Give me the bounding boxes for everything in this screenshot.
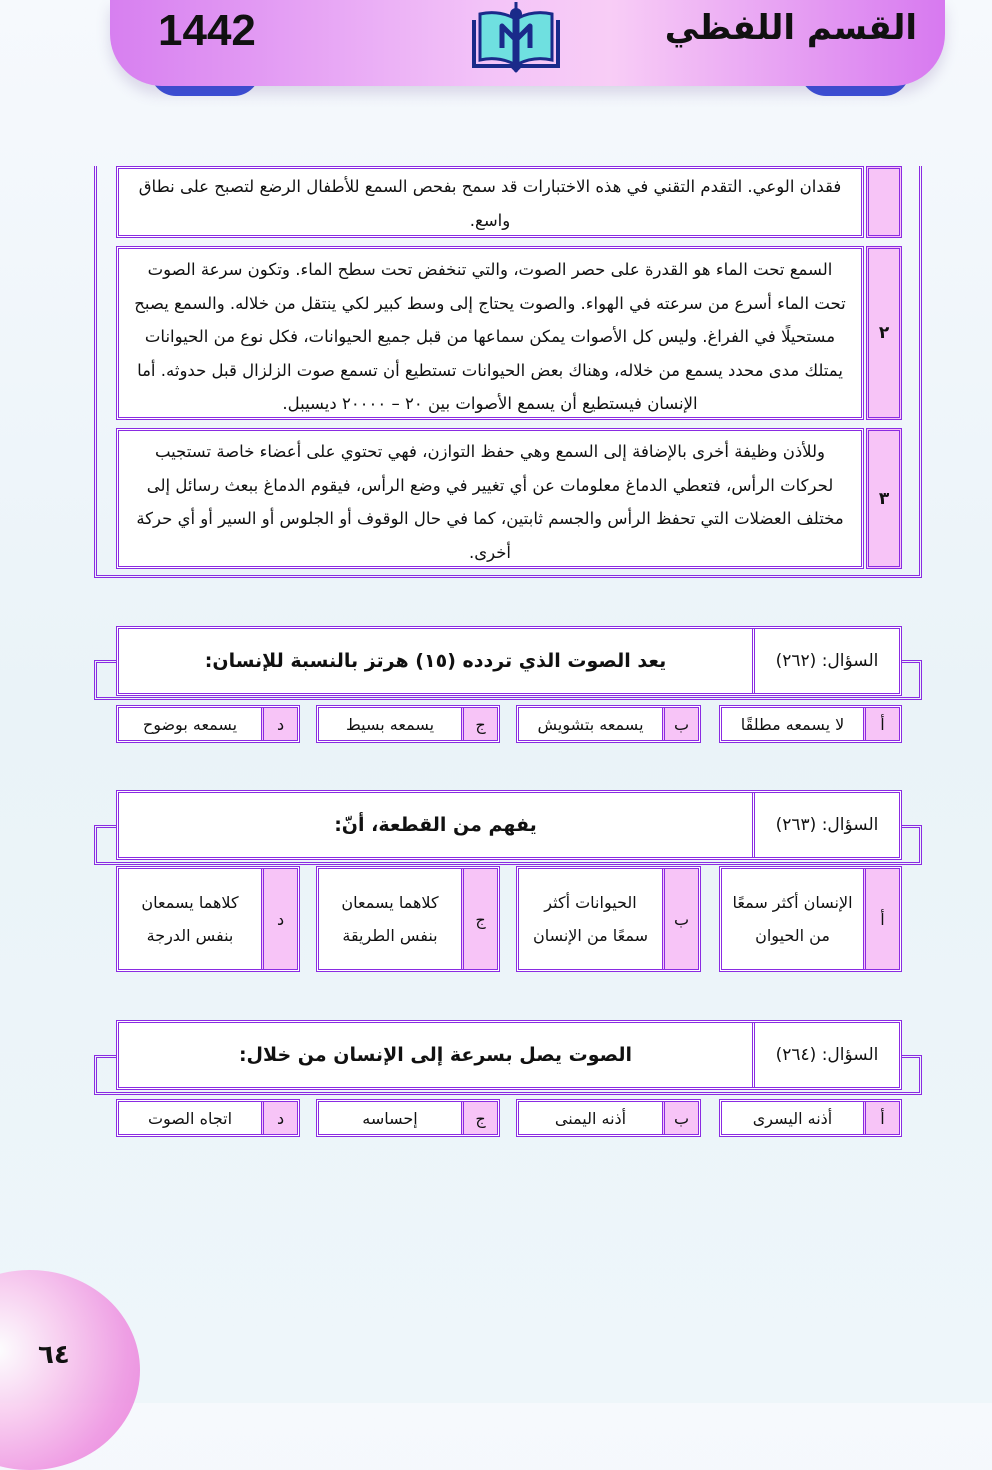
page-number: ٦٤ — [38, 1340, 70, 1370]
option-letter: ج — [461, 869, 497, 969]
year-label: 1442 — [158, 6, 256, 55]
passage-row — [116, 166, 902, 238]
passage-text: السمع تحت الماء هو القدرة على حصر الصوت، والتي تنخفض تحت سطح الماء. وتكون سرعة الصوت تحت الماء أسرع من سرعته في الهواء. والصوت يحتاج إلى وسط كبير لكي ينتقل من خلاله. والسمع يصبح مستحيلًا في الفراغ. وليس كل الأصوات يمكن سماعها من قبل جميع الحيوانات، فكل نوع من الحيوانات يمتلك مدى محدد يسمع من خلاله، وهناك بعض الحيوانات تستطيع أن تسمع صوت الزلزال قبل حدوثه. أما الإنسان فيستطيع أن يسمع الأصوات بين ٢٠ – ٢٠٠٠٠ ديسيبل. — [116, 246, 864, 420]
option-a[interactable] — [719, 705, 902, 743]
option-b[interactable] — [516, 1099, 701, 1137]
option-letter: د — [261, 1102, 297, 1134]
option-c[interactable] — [316, 1099, 500, 1137]
option-text: أذنه اليمنى — [554, 1108, 627, 1128]
question-number: السؤال: (٢٦٤) — [752, 1023, 899, 1087]
question-text: يفهم من القطعة، أنّ: — [334, 814, 537, 836]
question-number: السؤال: (٢٦٣) — [752, 793, 899, 857]
option-letter: د — [261, 708, 297, 740]
option-letter: د — [261, 869, 297, 969]
row-number: ٢ — [866, 246, 902, 420]
question-header — [116, 626, 902, 696]
question-header — [116, 1020, 902, 1090]
option-text: لا يسمعه مطلقًا — [740, 714, 845, 734]
option-text: يسمعه بسيط — [345, 714, 435, 734]
option-a[interactable] — [719, 866, 902, 972]
passage-text: وللأذن وظيفة أخرى بالإضافة إلى السمع وهي حفظ التوازن، فهي تحتوي على أعضاء خاصة تستجيب لحركات الرأس، فتعطي الدماغ معلومات عن أي تغيير في وضع الرأس، فيقوم الدماغ ببعث رسائل إلى مختلف العضلات التي تحفظ الرأس والجسم ثابتين، كما في حال الوقوف أو الجلوس أو السير أو أي حركة أخرى. — [116, 428, 864, 569]
option-text: الإنسان أكثر سمعًا من الحيوان — [732, 893, 853, 945]
option-d[interactable] — [116, 866, 300, 972]
option-letter: ج — [461, 708, 497, 740]
option-d[interactable] — [116, 1099, 300, 1137]
row-number: ٣ — [866, 428, 902, 569]
option-b[interactable] — [516, 866, 701, 972]
question-text: الصوت يصل بسرعة إلى الإنسان من خلال: — [238, 1044, 633, 1066]
option-letter: أ — [863, 1102, 899, 1134]
question-header — [116, 790, 902, 860]
option-text: إحساسه — [362, 1108, 418, 1128]
option-text: الحيوانات أكثر سمعًا من الإنسان — [532, 893, 649, 945]
passage-row — [116, 428, 902, 569]
option-text: كلاهما يسمعان بنفس الدرجة — [141, 893, 239, 945]
section-title: القسم اللفظي — [664, 8, 917, 48]
option-text: يسمعه بتشويش — [537, 714, 644, 734]
option-c[interactable] — [316, 866, 500, 972]
passage-row — [116, 246, 902, 420]
option-letter: أ — [863, 869, 899, 969]
row-number — [866, 166, 902, 238]
option-letter: ب — [662, 869, 698, 969]
option-text: يسمعه بوضوح — [142, 714, 238, 734]
option-text: أذنه اليسرى — [752, 1108, 833, 1128]
option-a[interactable] — [719, 1099, 902, 1137]
option-letter: ب — [662, 708, 698, 740]
option-letter: ج — [461, 1102, 497, 1134]
option-c[interactable] — [316, 705, 500, 743]
question-number: السؤال: (٢٦٢) — [752, 629, 899, 693]
question-text: يعد الصوت الذي تردده (١٥) هرتز بالنسبة للإنسان: — [204, 650, 667, 672]
passage-text: فقدان الوعي. التقدم التقني في هذه الاختبارات قد سمح بفحص السمع للأطفال الرضع لتصبح على نطاق واسع. — [116, 166, 864, 238]
option-letter: أ — [863, 708, 899, 740]
option-text: اتجاه الصوت — [147, 1108, 233, 1128]
option-letter: ب — [662, 1102, 698, 1134]
option-b[interactable] — [516, 705, 701, 743]
option-text: كلاهما يسمعان بنفس الطريقة — [341, 893, 439, 945]
decorative-blob — [0, 1270, 140, 1470]
book-logo-icon — [468, 0, 564, 74]
option-d[interactable] — [116, 705, 300, 743]
